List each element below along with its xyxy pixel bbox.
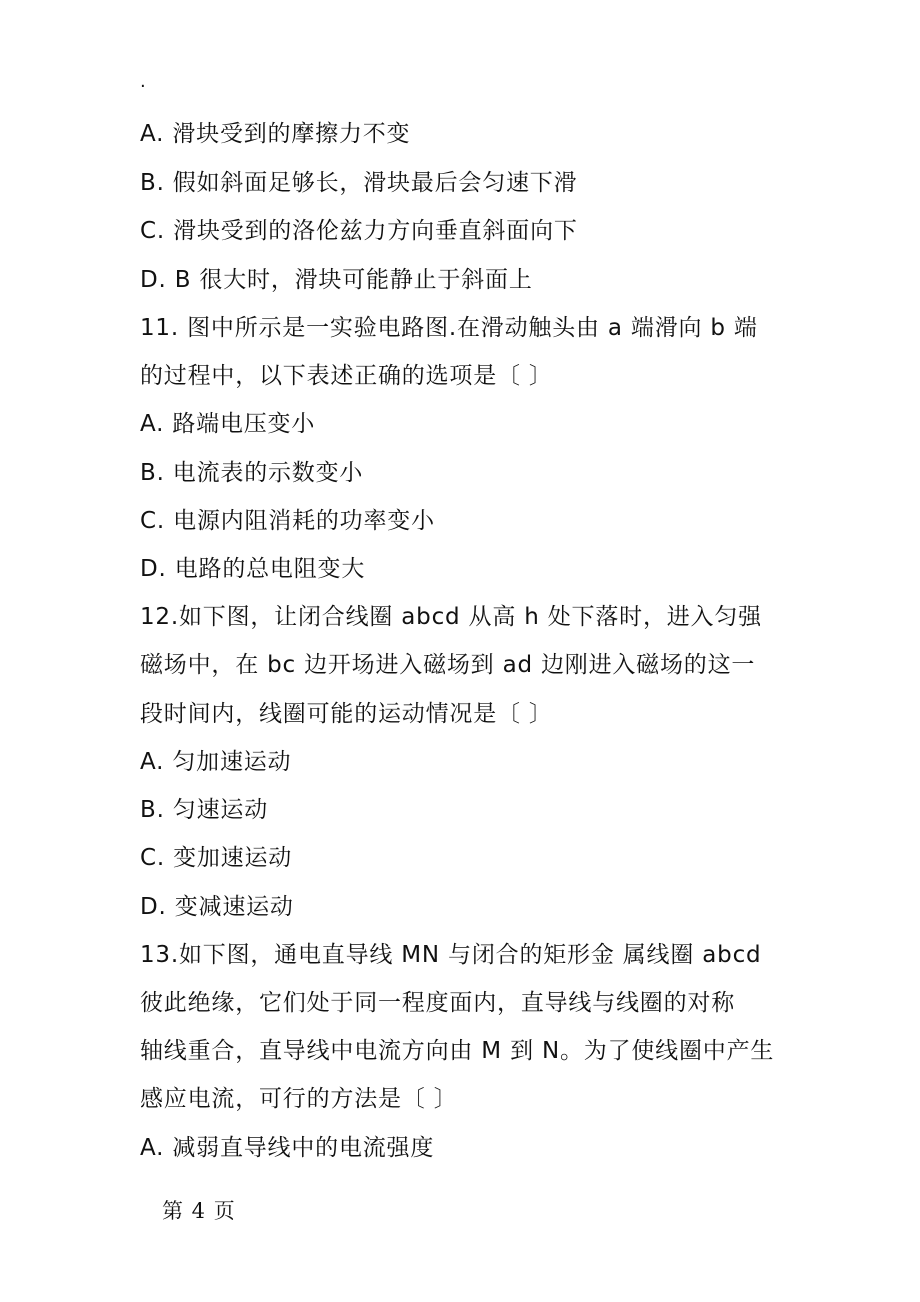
option-line: A. 匀加速运动: [140, 749, 292, 775]
option-line: C. 电源内阻消耗的功率变小: [140, 508, 435, 534]
question-13-line-3: 轴线重合，直导线中电流方向由 M 到 N。为了使线圈中产生: [140, 1038, 775, 1064]
option-line: A. 滑块受到的摩擦力不变: [140, 121, 411, 147]
option-line: D. 电路的总电阻变大: [140, 556, 366, 582]
question-11-line-2: 的过程中，以下表述正确的选项是〔 〕: [140, 363, 553, 389]
question-11-line-1: 11. 图中所示是一实验电路图.在滑动触头由 a 端滑向 b 端: [140, 315, 758, 341]
leading-mark: .: [140, 71, 146, 92]
question-13-line-4: 感应电流，可行的方法是〔 〕: [140, 1086, 458, 1112]
question-12-line-3: 段时间内，线圈可能的运动情况是〔 〕: [140, 701, 553, 727]
option-line: A. 减弱直导线中的电流强度: [140, 1135, 435, 1161]
option-line: C. 滑块受到的洛伦兹力方向垂直斜面向下: [140, 218, 578, 244]
option-line: B. 电流表的示数变小: [140, 460, 364, 486]
option-line: D. B 很大时，滑块可能静止于斜面上: [140, 267, 533, 293]
question-12-line-2: 磁场中，在 bc 边开场进入磁场到 ad 边刚进入磁场的这一: [140, 652, 756, 678]
option-line: D. 变减速运动: [140, 894, 294, 920]
option-line: B. 假如斜面足够长，滑块最后会匀速下滑: [140, 170, 578, 196]
question-12-line-1: 12.如下图，让闭合线圈 abcd 从高 h 处下落时，进入匀强: [140, 604, 762, 630]
page-number: 第 4 页: [162, 1199, 236, 1223]
question-13-line-1: 13.如下图，通电直导线 MN 与闭合的矩形金 属线圈 abcd: [140, 942, 762, 968]
option-line: B. 匀速运动: [140, 797, 269, 823]
option-line: A. 路端电压变小: [140, 411, 316, 437]
option-line: C. 变加速运动: [140, 845, 293, 871]
question-13-line-2: 彼此绝缘，它们处于同一程度面内，直导线与线圈的对称: [140, 990, 735, 1016]
